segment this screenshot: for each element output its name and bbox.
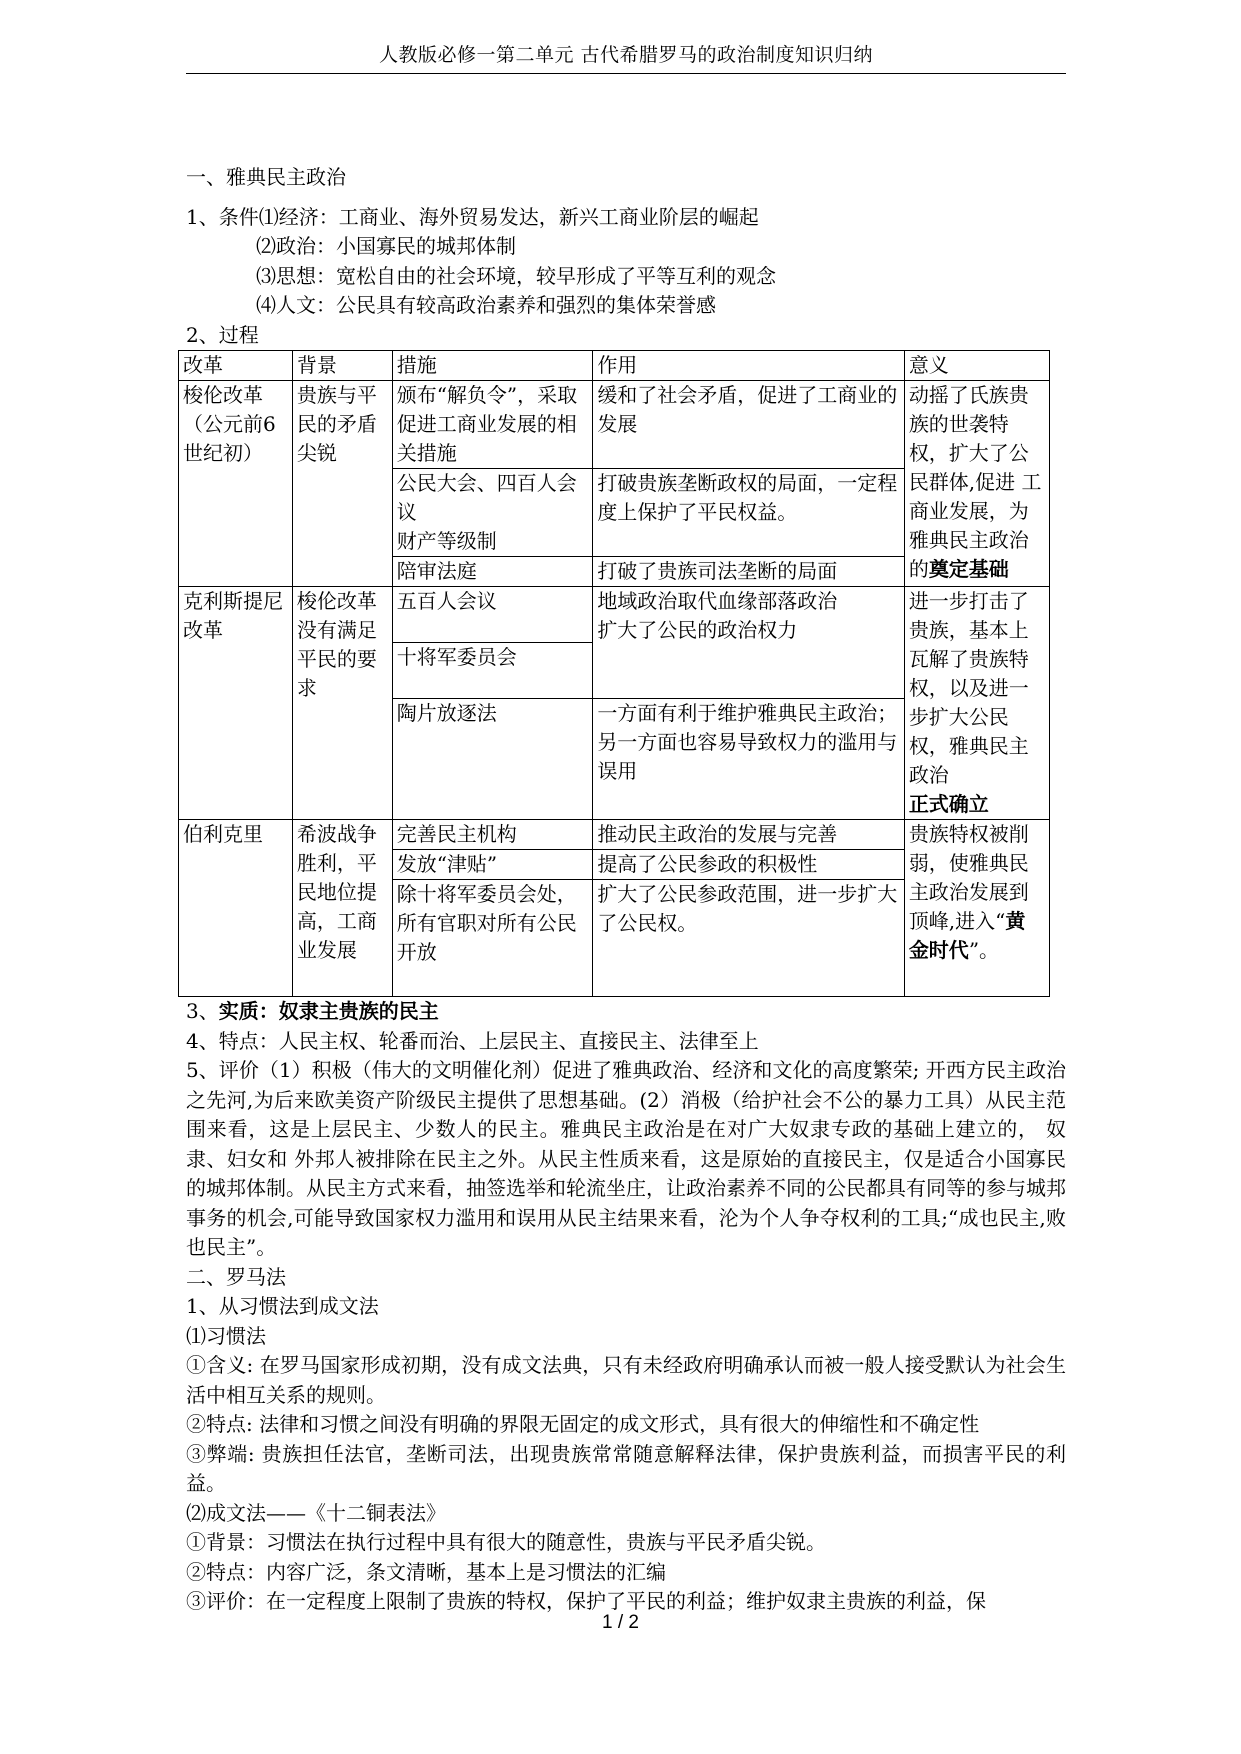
section-title-roman-law: 二、罗马法 — [186, 1264, 286, 1289]
law-subtitle-1: 1、从习惯法到成文法 — [186, 1294, 379, 1318]
header-effects: 作用 — [593, 351, 905, 381]
condition-economy: 1、条件⑴经济：工商业、海外贸易发达，新兴工商业阶层的崛起 — [186, 204, 759, 229]
law-drawback-block — [186, 1440, 1066, 1499]
cleisthenes-significance-bold: 正式确立 — [908, 792, 989, 816]
law-feature-2: ②特点：内容广泛，条文清晰，基本上是习惯法的汇编 — [186, 1559, 666, 1584]
solon-measure-3: 陪审法庭 — [392, 557, 593, 587]
pericles-background: 希波战争胜利，平民地位提高，工商业发展 — [292, 820, 392, 997]
law-drawback: ③弊端: 贵族担任法官，垄断司法，出现贵族常常随意解释法律，保护贵族利益，而损害平民的利益。 — [186, 1441, 1066, 1495]
condition-thought: ⑶思想：宽松自由的社会环境，较早形成了平等互利的观念 — [256, 263, 776, 288]
essence-label: 3、 — [186, 999, 219, 1023]
cleisthenes-measure-1: 五百人会议 — [392, 587, 593, 643]
process-title: 2、过程 — [186, 322, 259, 347]
header-measures: 措施 — [392, 351, 593, 381]
cleisthenes-measure-2: 十将军委员会 — [392, 643, 593, 699]
solon-measure-2: 公民大会、四百人会议 财产等级制 — [392, 469, 593, 557]
reform-table — [178, 350, 1050, 997]
solon-effect-3: 打破了贵族司法垄断的局面 — [593, 557, 905, 587]
cleisthenes-effect-1: 地域政治取代血缘部落政治 扩大了公民的政治权力 — [593, 587, 905, 699]
table-row — [179, 820, 1050, 850]
pericles-measure-1: 完善民主机构 — [392, 820, 593, 850]
condition-politics: ⑵政治：小国寡民的城邦体制 — [256, 234, 516, 258]
table-row — [179, 587, 1050, 643]
solon-significance-text: 动摇了氏族贵族的世袭特权，扩大了公民群体,促进 工商业发展，为雅典民主政治的 — [908, 383, 1042, 581]
solon-background: 贵族与平民的矛盾尖锐 — [292, 381, 392, 587]
essence-line — [186, 997, 1066, 1027]
evaluation-text: 5、评价（1）积极（伟大的文明催化剂）促进了雅典政治、经济和文化的高度繁荣; 开西方民主政治之先河,为后来欧美资产阶级民主提供了思想基础。(2）消极（给护社会不公的暴力工具）从民主范围来看，这是上层民主、少数人的民主。雅典民主政治是在对广大奴隶专政的基础上建立的， 奴隶、妇女和 外邦人被排除在民主之外。从民主性质来看，这是原始的直接民主，仅是适合小国寡民的城邦体制。从民主方式来看，抽签选举和轮流坐庄，让政治素养不同的公民都具有同等的参与城邦事务的机会,可能导致国家权力滥用和误用从民主结果来看，沦为个人争夺权利的工具;“成也民主,败也民主”。 — [186, 1058, 1066, 1259]
pericles-significance-text: 贵族特权被削弱，使雅典民主政治发展到顶峰,进入“ — [908, 822, 1029, 933]
pericles-effect-2: 提高了公民参政的积极性 — [593, 850, 905, 880]
law-subtitle-customary: ⑴习惯法 — [186, 1323, 266, 1348]
law-meaning: ①含义: 在罗马国家形成初期，没有成文法典，只有未经政府明确承认而被一般人接受默认为社会生活中相互关系的规则。 — [186, 1353, 1066, 1407]
solon-effect-1: 缓和了社会矛盾，促进了工商业的发展 — [593, 381, 905, 469]
header-significance: 意义 — [904, 351, 1049, 381]
pericles-name: 伯利克里 — [179, 820, 293, 997]
table-row — [179, 381, 1050, 469]
header-background: 背景 — [292, 351, 392, 381]
page-number: 1 / 2 — [602, 1612, 639, 1633]
pericles-effect-1: 推动民主政治的发展与完善 — [593, 820, 905, 850]
cleisthenes-significance — [904, 587, 1049, 820]
cleisthenes-significance-text: 进一步打击了贵族，基本上瓦解了贵族特权，以及进一步扩大公民权，雅典民主政治 — [908, 589, 1029, 787]
condition-humanity: ⑷人文：公民具有较高政治素养和强烈的集体荣誉感 — [256, 293, 716, 317]
essence-text: 实质：奴隶主贵族的民主 — [218, 999, 439, 1023]
cleisthenes-name: 克利斯提尼改革 — [179, 587, 293, 820]
solon-significance — [904, 381, 1049, 587]
law-background: ①背景：习惯法在执行过程中具有很大的随意性，贵族与平民矛盾尖锐。 — [186, 1530, 826, 1554]
header-reform: 改革 — [179, 351, 293, 381]
solon-measure-1: 颁布“解负令”，采取促进工商业发展的相关措施 — [392, 381, 593, 469]
pericles-significance-end: ”。 — [968, 938, 1000, 962]
pericles-measure-3: 除十将军委员会处，所有官职对所有公民开放 — [392, 880, 593, 997]
section-title-athens: 一、雅典民主政治 — [186, 165, 346, 189]
page-header: 人教版必修一第二单元 古代希腊罗马的政治制度知识归纳 — [186, 40, 1066, 74]
solon-name: 梭伦改革（公元前6世纪初） — [179, 381, 293, 587]
cleisthenes-effect-2: 一方面有利于维护雅典民主政治；另一方面也容易导致权力的滥用与误用 — [593, 699, 905, 820]
law-meaning-block — [186, 1351, 1066, 1410]
law-evaluation: ③评价：在一定程度上限制了贵族的特权，保护了平民的利益；维护奴隶主贵族的利益，保 — [186, 1589, 986, 1613]
evaluation-block — [186, 1056, 1066, 1263]
solon-significance-bold: 奠定基础 — [928, 557, 1009, 581]
table-header-row — [179, 351, 1050, 381]
cleisthenes-background: 梭伦改革没有满足平民的要求 — [292, 587, 392, 820]
solon-effect-2: 打破贵族垄断政权的局面，一定程度上保护了平民权益。 — [593, 469, 905, 557]
law-feature: ②特点: 法律和习惯之间没有明确的界限无固定的成文形式，具有很大的伸缩性和不确定性 — [186, 1412, 980, 1436]
cleisthenes-measure-3: 陶片放逐法 — [392, 699, 593, 820]
pericles-significance — [904, 820, 1049, 997]
document-body — [183, 163, 1066, 1617]
pericles-significance-bold: 黄金时代 — [908, 909, 1026, 962]
pericles-measure-2: 发放“津贴” — [392, 850, 593, 880]
law-subtitle-written: ⑵成文法——《十二铜表法》 — [186, 1500, 446, 1525]
pericles-effect-3: 扩大了公民参政范围，进一步扩大了公民权。 — [593, 880, 905, 997]
features-line: 4、特点：人民主权、轮番而治、上层民主、直接民主、法律至上 — [186, 1028, 759, 1053]
